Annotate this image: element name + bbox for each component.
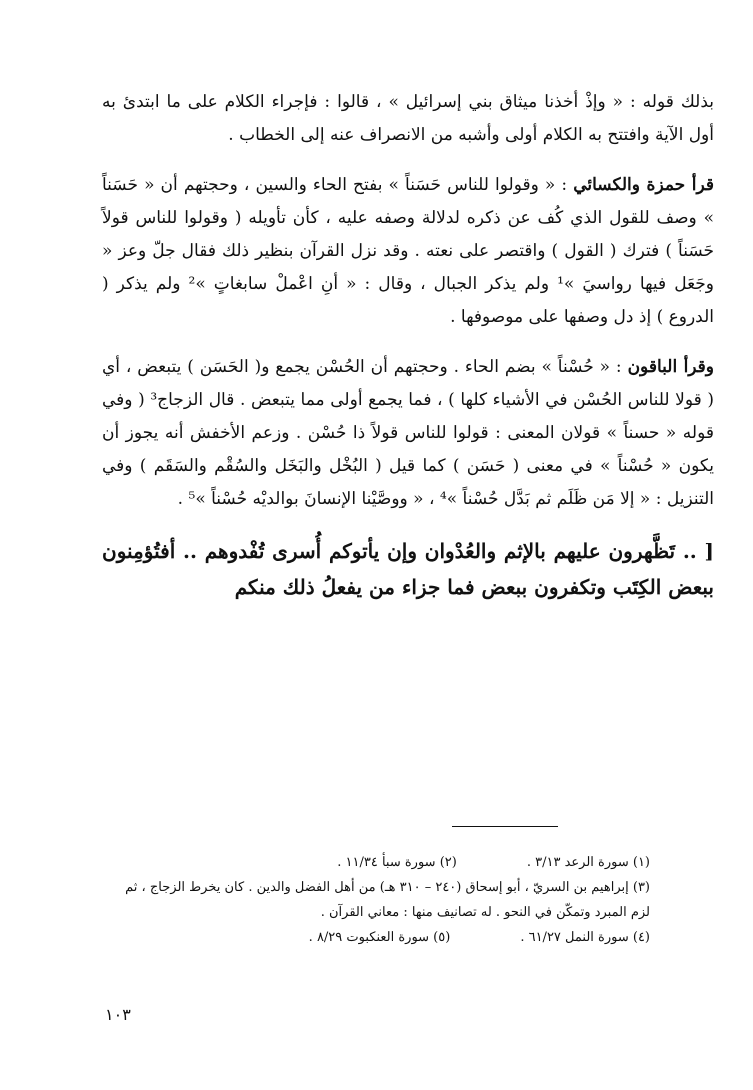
footnote-2: (٢) سورة سبأ ١١/٣٤ . [337,855,457,870]
paragraph-3-lead: وقرأ الباقون [627,357,715,377]
paragraph-2-lead: قرأ حمزة والكسائي [573,175,715,195]
footnote-row-1 [102,850,650,875]
paragraph-1-text: بذلك قوله : « وإذْ أخذنا ميثاق بني إسرائيل » ، قالوا : فإجراء الكلام على ما ابتدئ به أول الآية وافتتح به الكلام أولى وأشبه من الانصراف عنه إلى الخطاب . [102,92,714,145]
paragraph-3-text: : « حُسْناً » بضم الحاء . وحجتهم أن الحُسْن يجمع و( الحَسَن ) يتبعض ، أي ( قولا للناس الحُسْن في الأشياء كلها ) ، فما يجمع أولى مما يتبعض . قال الزجاج³ ( وفي قوله « حسناً » قولان المعنى : قولوا للناس قولاً ذا حُسْن . وزعم الأخفش أنه يجوز أن يكون « حُسْناً » في معنى ( حَسَن ) كما قيل ( البُخْل والبَخَل والسُقْم والسَقَم ) وفي التنزيل : « إلا مَن ظَلَم ثم بَدَّل حُسْناً »⁴ ، « ووصَّيْنا الإنسانَ بوالديْه حُسْناً »⁵ . [102,357,714,509]
footnote-divider [452,826,558,827]
footnotes [102,850,650,950]
quran-verse: [ .. تَظَّهرون عليهم بالإثم والعُدْوان وإن يأتوكم أُسرى تُفْدوهم .. أفتُؤمِنون ببعض الكِتَب وتكفرون ببعض فما جزاء من يفعلُ ذلك منكم [102,539,714,599]
footnote-5: (٥) سورة العنكبوت ٨/٢٩ . [308,930,451,945]
footnote-row-2 [102,925,650,950]
footnote-3: (٣) إبراهيم بن السريّ ، أبو إسحاق (٢٤٠ – ٣١٠ هـ) من أهل الفضل والدين . كان يخرط الزجاج ، ثم لزم المبرد وتمكّن في النحو . له تصانيف منها : معاني القرآن . [125,880,650,920]
main-text [102,86,714,622]
paragraph-2 [102,169,714,334]
paragraph-1 [102,86,714,152]
footnote-1: (١) سورة الرعد ٣/١٣ . [526,855,650,870]
paragraph-2-text: : « وقولوا للناس حَسَناً » بفتح الحاء والسين ، وحجتهم أن « حَسَناً » وصف للقول الذي كُف عن ذكره لدلالة وصفه عليه ، كأن تأويله ( وقولوا للناس قولاً حَسَناً ) فترك ( القول ) واقتصر على نعته . وقد نزل القرآن بنظير ذلك فقال جلّ وعز « وجَعَل فيها رواسيَ »¹ ولم يذكر الجبال ، وقال : « أنِ اعْملْ سابغاتٍ »² ولم يذكر ( الدروع ) إذ دل وصفها على موصوفها . [102,175,714,327]
footnote-4: (٤) سورة النمل ٦١/٢٧ . [520,930,650,945]
page-number: ١٠٣ [105,1005,131,1024]
paragraph-3 [102,351,714,516]
